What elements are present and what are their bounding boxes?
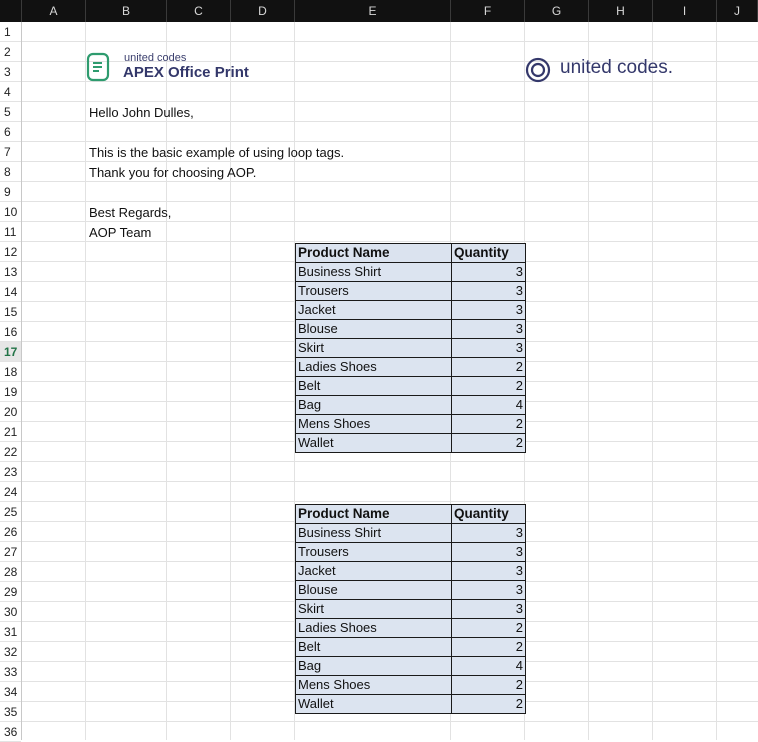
product-cell[interactable]: Ladies Shoes — [296, 619, 452, 638]
row-header-31[interactable]: 31 — [0, 622, 21, 642]
row-header-20[interactable]: 20 — [0, 402, 21, 422]
row-header-14[interactable]: 14 — [0, 282, 21, 302]
product-cell[interactable]: Mens Shoes — [296, 415, 452, 434]
row-header-5[interactable]: 5 — [0, 102, 21, 122]
row-header-34[interactable]: 34 — [0, 682, 21, 702]
product-cell[interactable]: Jacket — [296, 301, 452, 320]
quantity-cell[interactable]: 2 — [452, 676, 526, 695]
quantity-cell[interactable]: 3 — [452, 524, 526, 543]
table-row — [296, 581, 526, 600]
quantity-cell[interactable]: 3 — [452, 339, 526, 358]
grid-column-line — [85, 22, 86, 740]
quantity-cell[interactable]: 4 — [452, 396, 526, 415]
table-row — [296, 524, 526, 543]
table-row — [296, 434, 526, 453]
greeting-text: Hello John Dulles, — [89, 105, 194, 120]
column-header-j[interactable]: J — [717, 0, 758, 22]
row-header-33[interactable]: 33 — [0, 662, 21, 682]
product-cell[interactable]: Business Shirt — [296, 263, 452, 282]
column-header-g[interactable]: G — [525, 0, 589, 22]
row-header-3[interactable]: 3 — [0, 62, 21, 82]
table-row — [296, 676, 526, 695]
table-row — [296, 695, 526, 714]
row-header-35[interactable]: 35 — [0, 702, 21, 722]
quantity-cell[interactable]: 3 — [452, 263, 526, 282]
row-header-18[interactable]: 18 — [0, 362, 21, 382]
table-row — [296, 657, 526, 676]
product-cell[interactable]: Belt — [296, 638, 452, 657]
table-row — [296, 619, 526, 638]
column-header-b[interactable]: B — [86, 0, 167, 22]
row-header-32[interactable]: 32 — [0, 642, 21, 662]
table-row — [296, 638, 526, 657]
quantity-cell[interactable]: 2 — [452, 415, 526, 434]
table-row — [296, 415, 526, 434]
column-header-a[interactable]: A — [22, 0, 86, 22]
row-header-2[interactable]: 2 — [0, 42, 21, 62]
product-cell[interactable]: Blouse — [296, 320, 452, 339]
product-cell[interactable]: Business Shirt — [296, 524, 452, 543]
quantity-cell[interactable]: 2 — [452, 377, 526, 396]
row-header-15[interactable]: 15 — [0, 302, 21, 322]
column-header-bar — [0, 0, 758, 22]
product-cell[interactable]: Wallet — [296, 695, 452, 714]
quantity-cell[interactable]: 3 — [452, 301, 526, 320]
row-header-24[interactable]: 24 — [0, 482, 21, 502]
quantity-cell[interactable]: 3 — [452, 562, 526, 581]
logo-big-text: APEX Office Print — [123, 64, 249, 81]
quantity-cell[interactable]: 3 — [452, 543, 526, 562]
table-row — [296, 377, 526, 396]
table-row — [296, 320, 526, 339]
product-cell[interactable]: Trousers — [296, 543, 452, 562]
row-header-12[interactable]: 12 — [0, 242, 21, 262]
document-icon — [86, 52, 112, 82]
column-header-f[interactable]: F — [451, 0, 525, 22]
column-header-e[interactable]: E — [295, 0, 451, 22]
row-header-19[interactable]: 19 — [0, 382, 21, 402]
table-row — [296, 543, 526, 562]
select-all-corner[interactable] — [0, 0, 22, 22]
quantity-cell[interactable]: 2 — [452, 619, 526, 638]
grid-column-line — [230, 22, 231, 740]
logo-small-text: united codes — [124, 52, 187, 64]
row-header-27[interactable]: 27 — [0, 542, 21, 562]
table-row — [296, 301, 526, 320]
header-quantity[interactable]: Quantity — [452, 244, 526, 263]
row-header-23[interactable]: 23 — [0, 462, 21, 482]
table-row — [296, 339, 526, 358]
product-cell[interactable]: Wallet — [296, 434, 452, 453]
product-table-1 — [295, 243, 526, 453]
closing-text: Best Regards, — [89, 205, 172, 220]
quantity-cell[interactable]: 2 — [452, 434, 526, 453]
row-header-30[interactable]: 30 — [0, 602, 21, 622]
row-header-11[interactable]: 11 — [0, 222, 21, 242]
row-header-28[interactable]: 28 — [0, 562, 21, 582]
header-product-name[interactable]: Product Name — [296, 505, 452, 524]
quantity-cell[interactable]: 4 — [452, 657, 526, 676]
table-row — [296, 263, 526, 282]
product-cell[interactable]: Ladies Shoes — [296, 358, 452, 377]
row-header-1[interactable]: 1 — [0, 22, 21, 42]
row-header-36[interactable]: 36 — [0, 722, 21, 742]
row-header-7[interactable]: 7 — [0, 142, 21, 162]
grid-column-line — [166, 22, 167, 740]
product-cell[interactable]: Jacket — [296, 562, 452, 581]
quantity-cell[interactable]: 3 — [452, 320, 526, 339]
row-header-22[interactable]: 22 — [0, 442, 21, 462]
row-header-10[interactable]: 10 — [0, 202, 21, 222]
logo-right-text: united codes. — [560, 57, 674, 78]
row-header-26[interactable]: 26 — [0, 522, 21, 542]
header-product-name[interactable]: Product Name — [296, 244, 452, 263]
table-row — [296, 600, 526, 619]
quantity-cell[interactable]: 2 — [452, 358, 526, 377]
grid-column-line — [716, 22, 717, 740]
rings-icon — [524, 57, 554, 83]
row-header-21[interactable]: 21 — [0, 422, 21, 442]
table-row — [296, 358, 526, 377]
table-row — [296, 282, 526, 301]
quantity-cell[interactable]: 2 — [452, 695, 526, 714]
row-header-9[interactable]: 9 — [0, 182, 21, 202]
row-header-17[interactable]: 17 — [0, 342, 21, 362]
column-header-d[interactable]: D — [231, 0, 295, 22]
row-header-8[interactable]: 8 — [0, 162, 21, 182]
product-cell[interactable]: Mens Shoes — [296, 676, 452, 695]
row-header-29[interactable]: 29 — [0, 582, 21, 602]
quantity-cell[interactable]: 3 — [452, 581, 526, 600]
product-cell[interactable]: Skirt — [296, 600, 452, 619]
product-cell[interactable]: Bag — [296, 396, 452, 415]
signature-text: AOP Team — [89, 225, 152, 240]
row-header-4[interactable]: 4 — [0, 82, 21, 102]
column-header-c[interactable]: C — [167, 0, 231, 22]
body-line-1: This is the basic example of using loop tags. — [89, 145, 345, 160]
quantity-cell[interactable]: 3 — [452, 600, 526, 619]
quantity-cell[interactable]: 2 — [452, 638, 526, 657]
product-cell[interactable]: Belt — [296, 377, 452, 396]
column-header-h[interactable]: H — [589, 0, 653, 22]
table-row — [296, 396, 526, 415]
header-quantity[interactable]: Quantity — [452, 505, 526, 524]
row-header-6[interactable]: 6 — [0, 122, 21, 142]
table-row — [296, 562, 526, 581]
grid-column-line — [588, 22, 589, 740]
product-cell[interactable]: Trousers — [296, 282, 452, 301]
row-header-25[interactable]: 25 — [0, 502, 21, 522]
body-line-2: Thank you for choosing AOP. — [89, 165, 257, 180]
product-cell[interactable]: Bag — [296, 657, 452, 676]
row-header-bar — [0, 22, 22, 740]
grid-column-line — [652, 22, 653, 740]
product-cell[interactable]: Blouse — [296, 581, 452, 600]
quantity-cell[interactable]: 3 — [452, 282, 526, 301]
column-header-i[interactable]: I — [653, 0, 717, 22]
product-cell[interactable]: Skirt — [296, 339, 452, 358]
product-table-2 — [295, 504, 526, 714]
row-header-16[interactable]: 16 — [0, 322, 21, 342]
row-header-13[interactable]: 13 — [0, 262, 21, 282]
